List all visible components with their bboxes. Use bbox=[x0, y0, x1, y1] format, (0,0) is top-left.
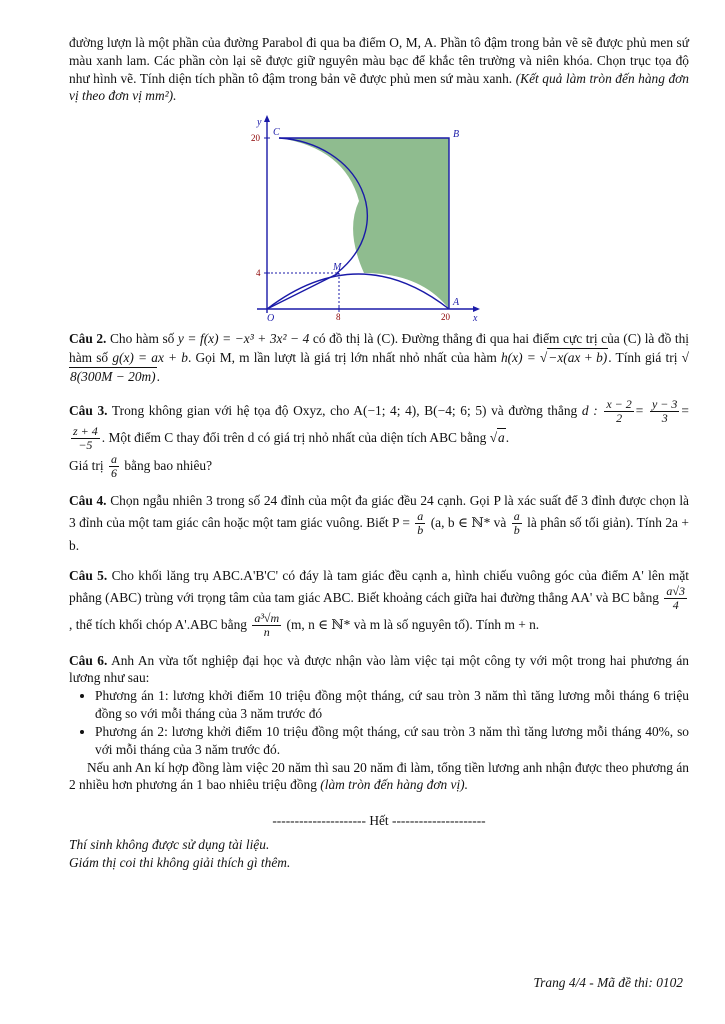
q5-f2-num: a³√m bbox=[254, 611, 280, 626]
q6-text1: Anh An vừa tốt nghiệp đại học và được nhận vào làm việc tại một công ty với một trong hai phương án lương như sau: bbox=[69, 652, 689, 686]
q6-options bbox=[69, 687, 689, 758]
q2-text2: có đồ thị là (C). Đường thẳng đi qua hai điểm cực trị của (C) là đồ thị hàm số bbox=[69, 331, 689, 366]
q3-f4-den: 6 bbox=[110, 465, 117, 480]
x-axis-arrow bbox=[473, 306, 480, 312]
q4-fb-num: a bbox=[513, 508, 520, 523]
q3-d-pre: d : bbox=[581, 402, 598, 418]
sqrt-symbol: √ bbox=[539, 350, 548, 366]
q3-frac2 bbox=[650, 398, 679, 425]
q4-text2: (a, b ∈ ℕ* và bbox=[430, 514, 507, 530]
q5-frac1 bbox=[664, 585, 687, 612]
q4-f-den: b bbox=[417, 522, 424, 537]
q4-frac-b bbox=[512, 510, 522, 537]
q6-option-1: • Phương án 1: lương khởi điểm 10 triệu đồng một tháng, cứ sau tròn 3 năm thì tăng lương mỗi tháng 6 triệu đồng so với mỗi tháng của 3 năm trước đó bbox=[95, 687, 689, 723]
q2-text4: . Tính giá trị bbox=[608, 350, 678, 366]
label-x: x bbox=[473, 313, 478, 325]
label-c: C bbox=[273, 127, 280, 139]
q5-f2-den: n bbox=[263, 625, 270, 640]
label-x20: 20 bbox=[441, 312, 450, 323]
q2-label: Câu 2. bbox=[69, 331, 107, 347]
q3-f1-den: 2 bbox=[616, 410, 623, 425]
q3-text4: Giá trị bbox=[69, 457, 104, 473]
q3-text5: bằng bao nhiêu? bbox=[124, 457, 213, 473]
sqrt-symbol: √ bbox=[489, 429, 498, 445]
q3-f3-num: z + 4 bbox=[73, 424, 98, 439]
q3-frac3 bbox=[71, 425, 100, 452]
q6-italic: (làm tròn đến hàng đơn vị). bbox=[320, 777, 468, 793]
q2-text5: . bbox=[156, 368, 161, 384]
q2-func: y = f(x) = −x³ + 3x² − 4 bbox=[177, 331, 310, 347]
q4-label: Câu 4. bbox=[69, 492, 107, 508]
q2-hfunc-rad: −x(ax + b) bbox=[548, 350, 608, 366]
q6-text2: Nếu anh An kí hợp đồng làm việc 20 năm thì sau 20 năm đi làm, tổng tiền lương anh nhận được theo phương án 2 nhiều hơn phương án 1 bao nhiêu triệu đồng bbox=[69, 759, 689, 793]
q2-hfunc-pre: h(x) = bbox=[500, 350, 536, 366]
q3-frac1 bbox=[604, 398, 633, 425]
q4-text1: Chọn ngẫu nhiên 3 trong số 24 đỉnh của một đa giác đều 24 cạnh. Gọi P là xác suất để 3 đỉnh được chọn là 3 đỉnh của một tam giác cân hoặc một tam giác vuông. Biết P = bbox=[69, 492, 689, 530]
q3-text2: . Một điểm C thay đổi trên d có giá trị nhỏ nhất của diện tích ABC bằng bbox=[101, 429, 487, 445]
intro-italic: (Kết quả làm tròn đến hàng đơn vị theo đơn vị mm²). bbox=[69, 70, 689, 104]
label-y20: 20 bbox=[251, 133, 260, 144]
q3-f2-num: y − 3 bbox=[651, 396, 678, 411]
parabola-figure bbox=[249, 113, 489, 325]
question-2 bbox=[69, 330, 689, 385]
label-y: y bbox=[257, 117, 262, 129]
label-b: B bbox=[453, 129, 460, 141]
q3-text3: . bbox=[505, 429, 510, 445]
q5-f1-num: a√3 bbox=[666, 583, 685, 598]
shaded-region bbox=[279, 138, 449, 309]
question-3: Câu 3. Trong không gian với hệ tọa độ Oxyz, cho A(−1; 4; 4), B(−4; 6; 5) và đường thẳng d : $\frac{x - 2}{2}$ = $\frac{y - 3}{3}$ = $\frac{z + 4}{-5}$ . Một điểm C thay đổi trên d có giá trị nhỏ nhất của diện tích ABC bằng √a. Giá trị $\frac{a}{6}$ bằng bao nhiêu? bbox=[69, 396, 689, 480]
q5-text2: , thể tích khối chóp A'.ABC bằng bbox=[69, 616, 247, 632]
question-4 bbox=[69, 492, 689, 555]
q3-f4-num: a bbox=[110, 451, 117, 466]
q5-frac2 bbox=[252, 612, 281, 639]
label-y4: 4 bbox=[256, 268, 261, 279]
q3-f2-den: 3 bbox=[661, 410, 668, 425]
q5-text3: (m, n ∈ ℕ* và m là số nguyên tố). Tính m + n. bbox=[286, 616, 540, 632]
intro-text: đường lượn là một phần của đường Parabol đi qua ba điểm O, M, A. Phần tô đậm trong bản vẽ sẽ được phủ men sứ màu xanh lam. Các phần còn lại sẽ được giữ nguyên màu bạc để khắc tên trường và niên khóa. Chọn trục tọa độ như hình vẽ. Tính diện tích phần tô đậm trong bản vẽ được phủ men sứ màu xanh. bbox=[69, 35, 689, 86]
q2-gfunc: g(x) = ax + b bbox=[112, 350, 188, 366]
label-m: M bbox=[333, 262, 342, 274]
q3-label: Câu 3. bbox=[69, 402, 108, 418]
q6-question bbox=[69, 759, 689, 795]
q3-frac4 bbox=[109, 453, 119, 480]
label-x8: 8 bbox=[336, 312, 341, 323]
intro-paragraph bbox=[69, 34, 689, 105]
q6-label: Câu 6. bbox=[69, 652, 108, 668]
label-o: O bbox=[267, 313, 275, 325]
q4-frac bbox=[415, 510, 425, 537]
q4-f-num: a bbox=[417, 508, 424, 523]
page-footer: Trang 4/4 - Mã đề thi: 0102 bbox=[533, 975, 683, 990]
q3-text1: Trong không gian với hệ tọa độ Oxyz, cho A(−1; 4; 4), B(−4; 6; 5) và đường thẳng bbox=[111, 402, 578, 418]
q6-option-2: • Phương án 2: lương khởi điểm 10 triệu đồng một tháng, cứ sau tròn 3 năm thì tăng lương mỗi tháng 40%, so với mỗi tháng của 3 năm trước đó. bbox=[95, 723, 689, 759]
y-axis-arrow bbox=[264, 115, 270, 122]
question-6 bbox=[69, 652, 689, 688]
line-om bbox=[267, 273, 339, 309]
note-2: Giám thị coi thi không giải thích gì thêm. bbox=[69, 854, 291, 870]
label-a: A bbox=[453, 297, 460, 309]
q3-f1-num: x − 2 bbox=[606, 396, 632, 411]
exam-page bbox=[69, 34, 689, 872]
q3-rad-a: a bbox=[498, 429, 505, 445]
note-1: Thí sinh không được sử dụng tài liệu. bbox=[69, 836, 270, 852]
end-line: --------------------- Hết --------------------- bbox=[272, 813, 486, 829]
q2-val-rad: 8(300M − 20m) bbox=[70, 368, 156, 384]
sqrt-symbol: √ bbox=[681, 350, 689, 366]
q2-text1: Cho hàm số bbox=[109, 331, 175, 347]
q4-fb-den: b bbox=[513, 522, 520, 537]
question-5 bbox=[69, 567, 689, 640]
q2-text3: . Gọi M, m lần lượt là giá trị lớn nhất nhỏ nhất của hàm bbox=[187, 350, 497, 366]
q5-text1: Cho khối lăng trụ ABC.A'B'C' có đáy là tam giác đều cạnh a, hình chiếu vuông góc của điểm A' lên mặt phẳng (ABC) trùng với trọng tâm của tam giác ABC. Biết khoảng cách giữa hai đường thẳng AA' và BC bằng bbox=[69, 567, 689, 605]
figure-svg bbox=[249, 113, 489, 325]
q4-text3: là phân số tối giản). Tính 2a + b. bbox=[69, 514, 689, 554]
q5-f1-den: 4 bbox=[672, 597, 679, 612]
q3-f3-den: −5 bbox=[78, 438, 93, 453]
q5-label: Câu 5. bbox=[69, 567, 108, 583]
